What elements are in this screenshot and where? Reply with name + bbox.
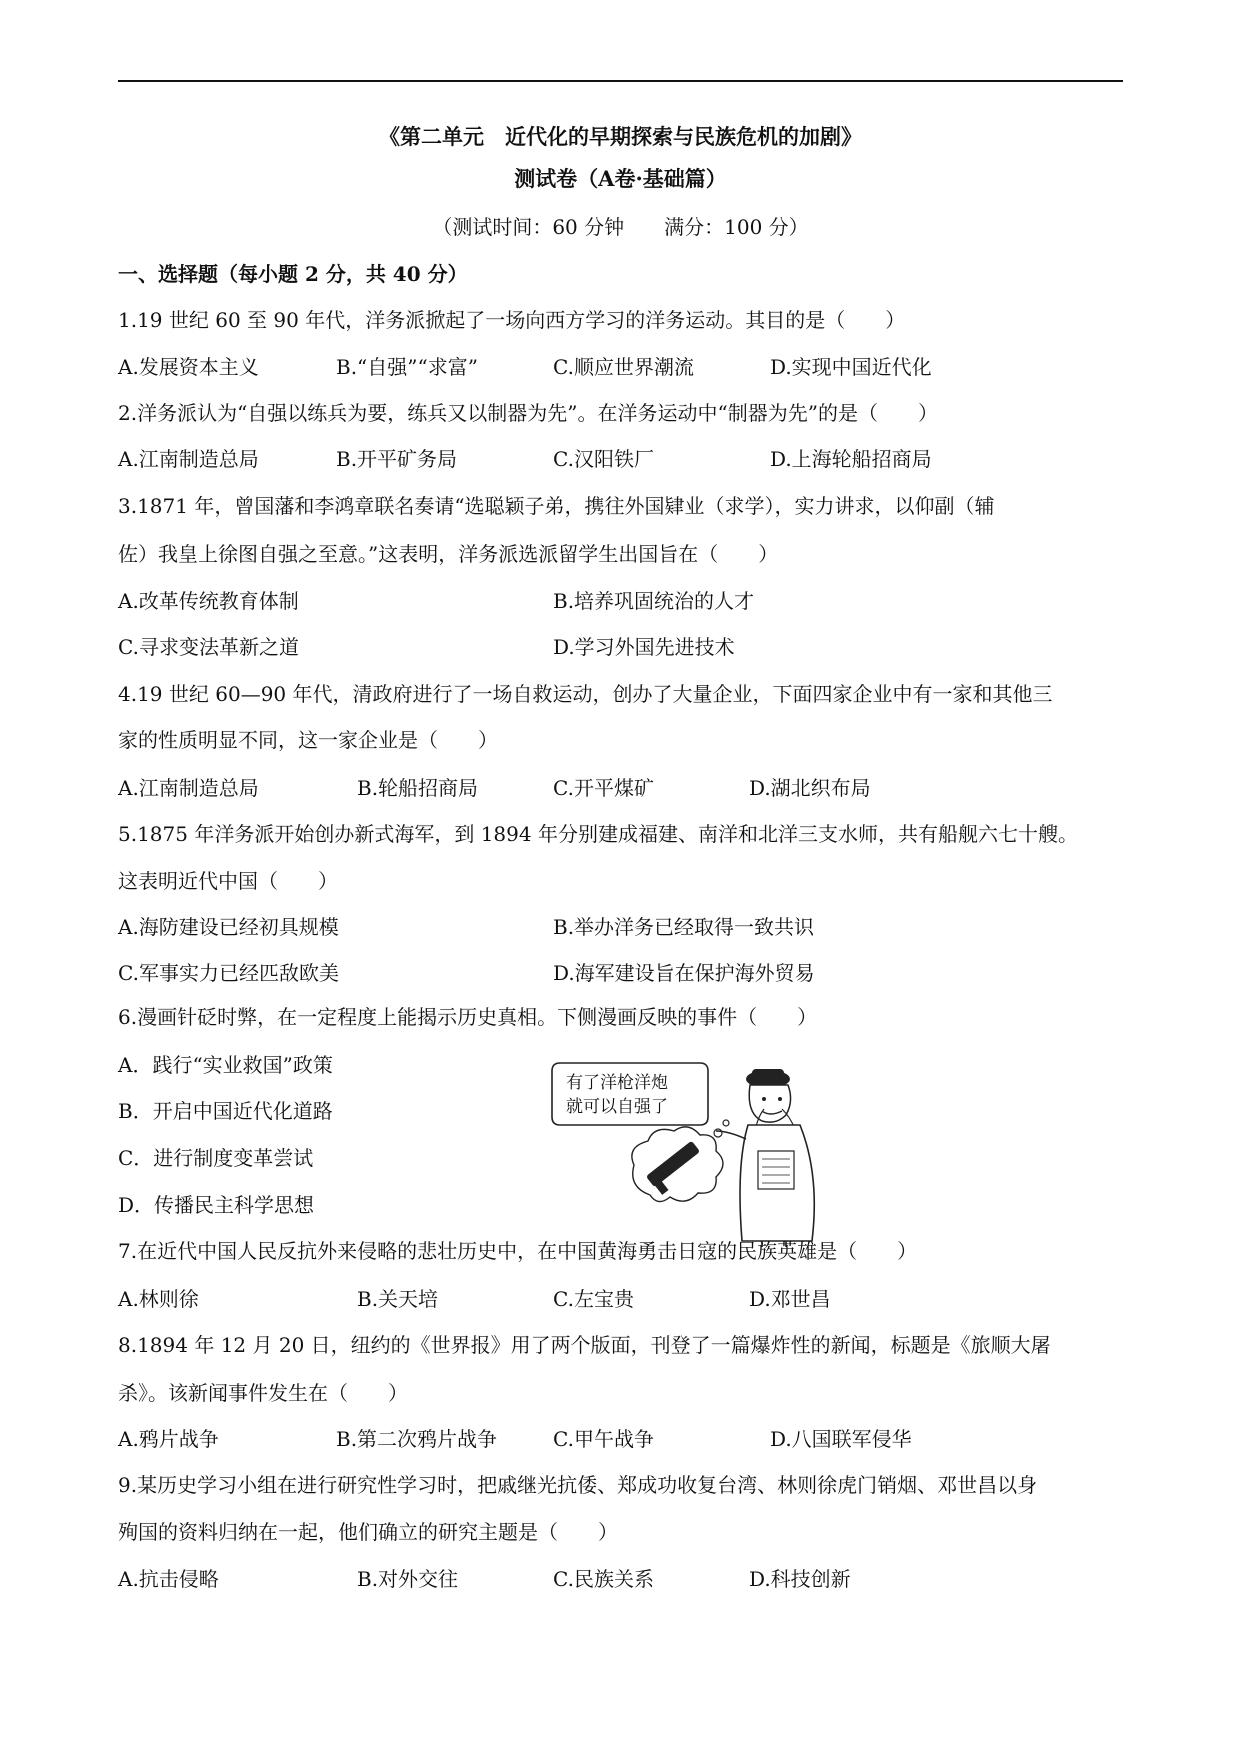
- q6-option-c: C．进行制度变革尝试: [118, 1146, 314, 1170]
- question-3-line-2: 佐）我皇上徐图自强之至意。”这表明，洋务派选派留学生出国旨在（ ）: [118, 542, 779, 566]
- top-rule: [118, 80, 1123, 82]
- q4-option-b: B.轮船招商局: [357, 776, 479, 800]
- question-9-line-2: 殉国的资料归纳在一起，他们确立的研究主题是（ ）: [118, 1520, 618, 1544]
- q1-option-d: D.实现中国近代化: [770, 355, 932, 379]
- q1-option-c: C.顺应世界潮流: [553, 355, 694, 379]
- q7-option-a: A.林则徐: [118, 1287, 199, 1311]
- q6-option-b: B．开启中国近代化道路: [118, 1099, 333, 1123]
- q3-option-c: C.寻求变法革新之道: [118, 635, 299, 659]
- question-9-line-1: 9.某历史学习小组在进行研究性学习时，把戚继光抗倭、郑成功收复台湾、林则徐虎门销烟、邓世昌以身: [118, 1473, 1038, 1497]
- q3-option-d: D.学习外国先进技术: [553, 635, 735, 659]
- q5-option-b: B.举办洋务已经取得一致共识: [553, 915, 815, 939]
- question-4-line-2: 家的性质明显不同，这一家企业是（ ）: [118, 728, 498, 752]
- q3-option-b: B.培养巩固统治的人才: [553, 589, 755, 613]
- exam-meta: （测试时间：60 分钟 满分：100 分）: [432, 215, 809, 239]
- q8-option-d: D.八国联军侵华: [770, 1427, 912, 1451]
- q9-option-d: D.科技创新: [749, 1567, 851, 1591]
- question-5-line-2: 这表明近代中国（ ）: [118, 869, 338, 893]
- question-4-line-1: 4.19 世纪 60—90 年代，清政府进行了一场自救运动，创办了大量企业，下面四家企业中有一家和其他三: [118, 682, 1053, 706]
- cartoon-illustration: [550, 1055, 840, 1250]
- q6-option-a: A．践行“实业救国”政策: [118, 1053, 333, 1077]
- q7-option-c: C.左宝贵: [553, 1287, 634, 1311]
- question-3-line-1: 3.1871 年，曾国藩和李鸿章联名奏请“选聪颖子弟，携往外国肄业（求学），实力讲求，以仰副（辅: [118, 494, 995, 518]
- q8-option-a: A.鸦片战争: [118, 1427, 219, 1451]
- q1-option-b: B.“自强”“求富”: [336, 355, 478, 379]
- q2-option-b: B.开平矿务局: [336, 447, 458, 471]
- q2-option-d: D.上海轮船招商局: [770, 447, 932, 471]
- cartoon-caption-line-1: 有了洋枪洋炮: [566, 1073, 668, 1093]
- question-8-line-2: 杀》。该新闻事件发生在（ ）: [118, 1381, 408, 1405]
- q2-option-a: A.江南制造总局: [118, 447, 259, 471]
- question-5-line-1: 5.1875 年洋务派开始创办新式海军，到 1894 年分别建成福建、南洋和北洋三支水师，共有船舰六七十艘。: [118, 822, 1078, 846]
- q5-option-a: A.海防建设已经初具规模: [118, 915, 339, 939]
- question-1: 1.19 世纪 60 至 90 年代，洋务派掀起了一场向西方学习的洋务运动。其目的是（ ）: [118, 308, 906, 332]
- q4-option-c: C.开平煤矿: [553, 776, 654, 800]
- q7-option-d: D.邓世昌: [749, 1287, 831, 1311]
- q4-option-d: D.湖北织布局: [749, 776, 871, 800]
- page-subtitle: 测试卷（A卷·基础篇）: [514, 166, 727, 191]
- section-heading: 一、选择题（每小题 2 分，共 40 分）: [118, 262, 468, 286]
- q3-option-a: A.改革传统教育体制: [118, 589, 299, 613]
- q5-option-c: C.军事实力已经匹敌欧美: [118, 961, 339, 985]
- q9-option-c: C.民族关系: [553, 1567, 654, 1591]
- q9-option-b: B.对外交往: [357, 1567, 459, 1591]
- q7-option-b: B.关天培: [357, 1287, 439, 1311]
- q6-option-d: D．传播民主科学思想: [118, 1193, 315, 1217]
- q8-option-b: B.第二次鸦片战争: [336, 1427, 498, 1451]
- q4-option-a: A.江南制造总局: [118, 776, 259, 800]
- q8-option-c: C.甲午战争: [553, 1427, 654, 1451]
- cartoon-caption-line-2: 就可以自强了: [566, 1097, 668, 1117]
- question-8-line-1: 8.1894 年 12 月 20 日，纽约的《世界报》用了两个版面，刊登了一篇爆炸性的新闻，标题是《旅顺大屠: [118, 1333, 1051, 1357]
- q9-option-a: A.抗击侵略: [118, 1567, 219, 1591]
- page-title: 《第二单元 近代化的早期探索与民族危机的加剧》: [379, 124, 862, 149]
- question-7: 7.在近代中国人民反抗外来侵略的悲壮历史中，在中国黄海勇击日寇的民族英雄是（ ）: [118, 1239, 918, 1263]
- q5-option-d: D.海军建设旨在保护海外贸易: [553, 961, 815, 985]
- q2-option-c: C.汉阳铁厂: [553, 447, 654, 471]
- q1-option-a: A.发展资本主义: [118, 355, 259, 379]
- question-6: 6.漫画针砭时弊，在一定程度上能揭示历史真相。下侧漫画反映的事件（ ）: [118, 1005, 818, 1029]
- question-2: 2.洋务派认为“自强以练兵为要，练兵又以制器为先”。在洋务运动中“制器为先”的是（ ）: [118, 401, 938, 425]
